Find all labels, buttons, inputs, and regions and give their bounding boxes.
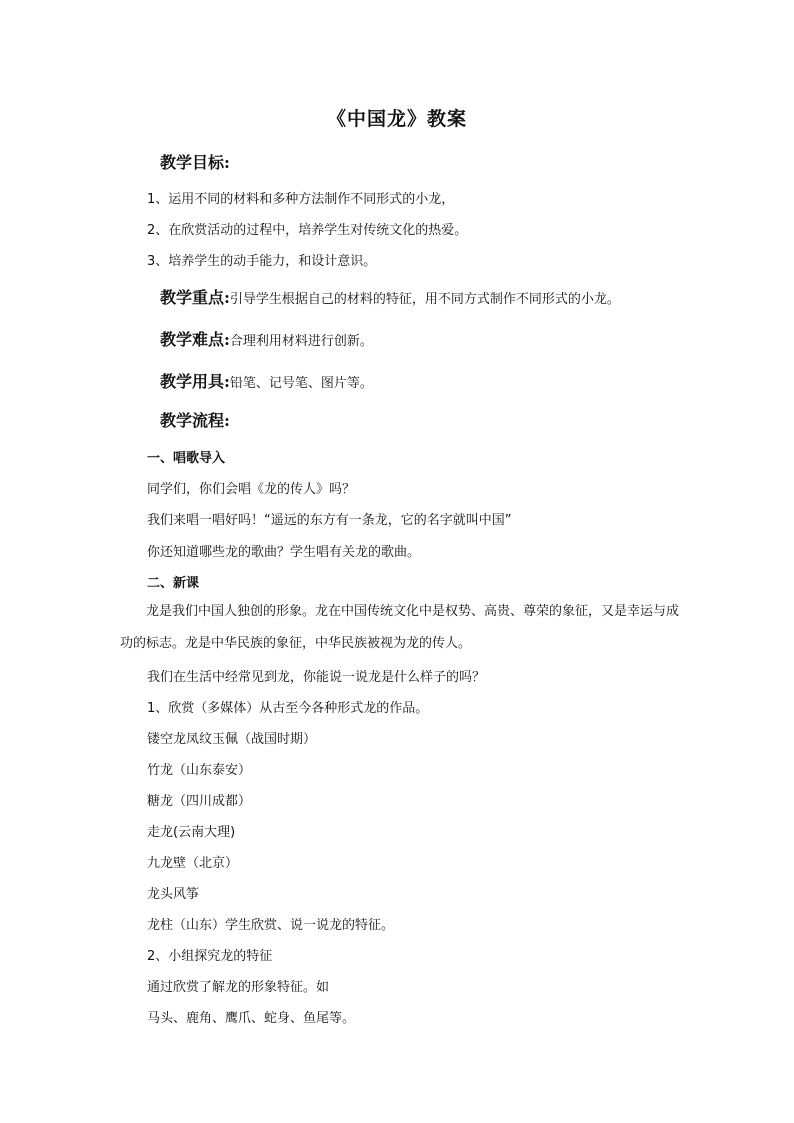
difficulty-label: 教学难点: bbox=[160, 330, 230, 349]
section2-line: 走龙(云南大理) bbox=[147, 825, 236, 840]
objectives-heading: 教学目标: bbox=[160, 153, 230, 172]
tools-text: 铅笔、记号笔、图片等。 bbox=[229, 376, 373, 391]
objective-item: 1、运用不同的材料和多种方法制作不同形式的小龙， bbox=[147, 192, 455, 207]
difficulty-text: 合理利用材料进行创新。 bbox=[229, 334, 373, 349]
section2-line: 竹龙（山东泰安） bbox=[147, 763, 252, 778]
tools-label: 教学用具: bbox=[160, 372, 230, 391]
section2-line: 龙头风筝 bbox=[147, 887, 200, 902]
key-point-text: 引导学生根据自己的材料的特征，用不同方式制作不同形式的小龙。 bbox=[229, 292, 620, 307]
section2-line: 我们在生活中经常见到龙，你能说一说龙是什么样子的吗？ bbox=[147, 670, 486, 685]
section2-line: 龙柱（山东）学生欣赏、说一说龙的特征。 bbox=[147, 918, 395, 933]
difficulty-row bbox=[160, 327, 373, 350]
section2-line: 糖龙（四川成都） bbox=[147, 794, 252, 809]
objective-item: 2、在欣赏活动的过程中，培养学生对传统文化的热爱。 bbox=[147, 223, 468, 238]
section2-title: 二、新课 bbox=[147, 576, 200, 591]
key-point-label: 教学重点: bbox=[160, 288, 230, 307]
tools-row bbox=[160, 369, 373, 392]
section2-line: 2、小组探究龙的特征 bbox=[147, 949, 273, 964]
key-point-row bbox=[160, 285, 620, 308]
section2-paragraph-text: 龙是我们中国人独创的形象。龙在中国传统文化中是权势、高贵、尊荣的象征，又是幸运与成功的标志。龙是中华民族的象征，中华民族被视为龙的传人。 bbox=[120, 604, 680, 651]
section2-line: 1、欣赏（多媒体）从古至今各种形式龙的作品。 bbox=[147, 701, 429, 716]
section2-line: 镂空龙凤纹玉佩（战国时期） bbox=[147, 732, 317, 747]
section1-line: 我们来唱一唱好吗！“遥远的东方有一条龙，它的名字就叫中国” bbox=[147, 513, 512, 528]
process-heading: 教学流程: bbox=[160, 411, 230, 430]
section1-line: 同学们，你们会唱《龙的传人》吗？ bbox=[147, 482, 356, 497]
section2-paragraph bbox=[120, 596, 680, 660]
section1-line: 你还知道哪些龙的歌曲？学生唱有关龙的歌曲。 bbox=[147, 545, 421, 560]
document-title: 《中国龙》教案 bbox=[326, 108, 467, 130]
section2-line: 九龙壁（北京） bbox=[147, 856, 239, 871]
section1-title: 一、唱歌导入 bbox=[147, 451, 226, 466]
objective-item: 3、培养学生的动手能力，和设计意识。 bbox=[147, 254, 377, 269]
section2-line: 通过欣赏了解龙的形象特征。如 bbox=[147, 980, 330, 995]
section2-line: 马头、鹿角、鹰爪、蛇身、鱼尾等。 bbox=[147, 1011, 356, 1026]
